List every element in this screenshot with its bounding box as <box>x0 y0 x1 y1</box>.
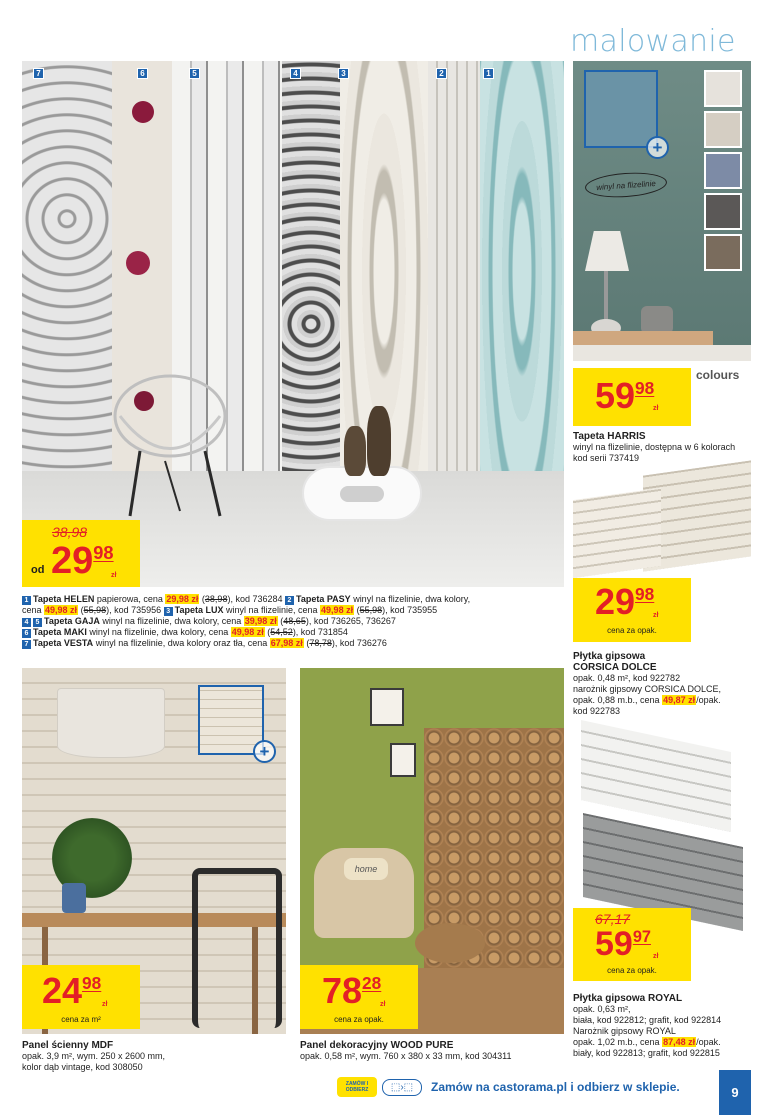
currency: zł <box>111 572 117 579</box>
currency: zł <box>653 405 659 412</box>
section-title: malowanie <box>570 24 736 59</box>
royal-tile-image <box>573 730 751 930</box>
currency: zł <box>380 1001 386 1008</box>
wallpaper-badge-4: 4 <box>290 68 301 79</box>
color-swatch[interactable] <box>704 152 742 189</box>
color-swatch[interactable] <box>704 234 742 271</box>
desc-line-4: 6 Tapeta MAKI winyl na flizelinie, dwa kolory, cena 49,98 zł (54,52), kod 731854 <box>22 627 567 638</box>
corsica-price-tag <box>573 578 691 642</box>
page-number: 9 <box>719 1070 751 1115</box>
desc-line: opak. 0,88 m.b., cena 49,87 zł/opak. <box>573 695 721 705</box>
desc-line: winyl na flizelinie, dostępna w 6 kolorach <box>573 442 736 452</box>
corsica-tile-image <box>573 466 751 576</box>
price-value: $78^{28}$ <box>322 970 382 1011</box>
desc-line: biały, kod 922813; grafit, kod 922815 <box>573 1048 720 1058</box>
desc-line: biała, kod 922812; grafit, kod 922814 <box>573 1015 722 1025</box>
zoom-icon[interactable]: + <box>253 740 276 763</box>
old-price: 38,98 <box>52 524 88 540</box>
currency: zł <box>653 953 659 960</box>
wood-price-tag <box>300 965 418 1029</box>
desc-line: kolor dąb vintage, kod 308050 <box>22 1062 143 1072</box>
price-unit: cena za opak. <box>607 626 657 635</box>
product-title: CORSICA DOLCE <box>573 662 657 673</box>
desc-line: kod 922783 <box>573 706 621 716</box>
old-price: 67,17 <box>595 911 631 927</box>
click-collect-badge: ZAMÓW I ODBIERZ <box>337 1077 377 1097</box>
desc-line: narożnik gipsowy CORSICA DOLCE, <box>573 684 722 694</box>
desc-line: opak. 1,02 m.b., cena 87,48 zł/opak. <box>573 1037 721 1047</box>
zoom-icon[interactable]: + <box>646 136 669 159</box>
desc-line-5: 7 Tapeta VESTA winyl na flizelinie, dwa kolory oraz tła, cena 67,98 zł (78,78), kod 736276 <box>22 638 567 649</box>
royal-price-tag <box>573 908 691 981</box>
price-unit: cena za opak. <box>607 966 657 975</box>
wallpaper-badge-5: 5 <box>189 68 200 79</box>
harris-photo <box>573 61 751 361</box>
wallpaper-photo <box>22 61 564 587</box>
product-title: Tapeta HARRIS <box>573 431 646 442</box>
pillow-sign: home <box>344 858 388 880</box>
footer-text[interactable]: Zamów na castorama.pl i odbierz w sklepie. <box>431 1080 680 1094</box>
desc-line: opak. 0,58 m², wym. 760 x 380 x 33 mm, kod 304311 <box>300 1051 512 1061</box>
chair-illustration <box>110 371 250 521</box>
main-price-tag <box>22 520 140 587</box>
price-value: $59^{97}$ <box>595 925 651 963</box>
desc-line: opak. 0,63 m², <box>573 1004 631 1014</box>
currency: zł <box>653 612 659 619</box>
harris-price-tag <box>573 368 691 426</box>
order-pickup-icon: ⬚›⬚ <box>382 1079 422 1096</box>
price-value: $24^{98}$ <box>42 970 102 1011</box>
harris-description <box>573 431 773 464</box>
color-swatch[interactable] <box>704 70 742 107</box>
wallpaper-badge-1: 1 <box>483 68 494 79</box>
color-swatch[interactable] <box>704 193 742 230</box>
desc-line-2: cena 49,98 zł (55,98), kod 735956 3 Tapeta LUX winyl na flizelinie, cena 49,98 zł (55,98), kod 735955 <box>22 605 438 615</box>
desc-line: opak. 3,9 m², wym. 250 x 2600 mm, <box>22 1051 166 1061</box>
mdf-description <box>22 1040 292 1073</box>
desc-line-1: 1 Tapeta HELEN papierowa, cena 29,98 zł (38,98), kod 736284 2 Tapeta PASY winyl na flizelinie, dwa kolory, <box>22 594 567 605</box>
desc-line-3: 4 5 Tapeta GAJA winyl na flizelinie, dwa kolory, cena 39,98 zł (48,65), kod 736265, 736267 <box>22 616 567 627</box>
royal-description <box>573 993 773 1059</box>
product-title: Płytka gipsowa <box>573 651 646 662</box>
wallpaper-description <box>22 594 567 649</box>
product-title: Panel dekoracyjny WOOD PURE <box>300 1040 454 1051</box>
desc-line: opak. 0,48 m², kod 922782 <box>573 673 681 683</box>
price-value: $59^{98}$ <box>595 375 655 416</box>
price-prefix: od <box>31 564 45 576</box>
footer-banner[interactable] <box>335 1077 705 1099</box>
desc-line: Narożnik gipsowy ROYAL <box>573 1026 676 1036</box>
desc-line: kod serii 737419 <box>573 453 640 463</box>
price-unit: cena za opak. <box>334 1015 384 1024</box>
wallpaper-badge-6: 6 <box>137 68 148 79</box>
product-title: Panel ścienny MDF <box>22 1040 114 1051</box>
wallpaper-badge-2: 2 <box>436 68 447 79</box>
price-unit: cena za m² <box>61 1015 101 1024</box>
mdf-price-tag <box>22 965 140 1029</box>
currency: zł <box>102 1001 108 1008</box>
price-value: $29^{98}$ <box>51 540 114 582</box>
color-swatch[interactable] <box>704 111 742 148</box>
colours-logo: colours <box>696 368 740 382</box>
wood-description <box>300 1040 570 1062</box>
price-value: $29^{98}$ <box>595 581 655 622</box>
product-title: Płytka gipsowa ROYAL <box>573 993 683 1004</box>
corsica-description <box>573 651 773 717</box>
wallpaper-badge-3: 3 <box>338 68 349 79</box>
wallpaper-badge-7: 7 <box>33 68 44 79</box>
handwritten-note: winyl na flizelinie <box>584 170 667 200</box>
